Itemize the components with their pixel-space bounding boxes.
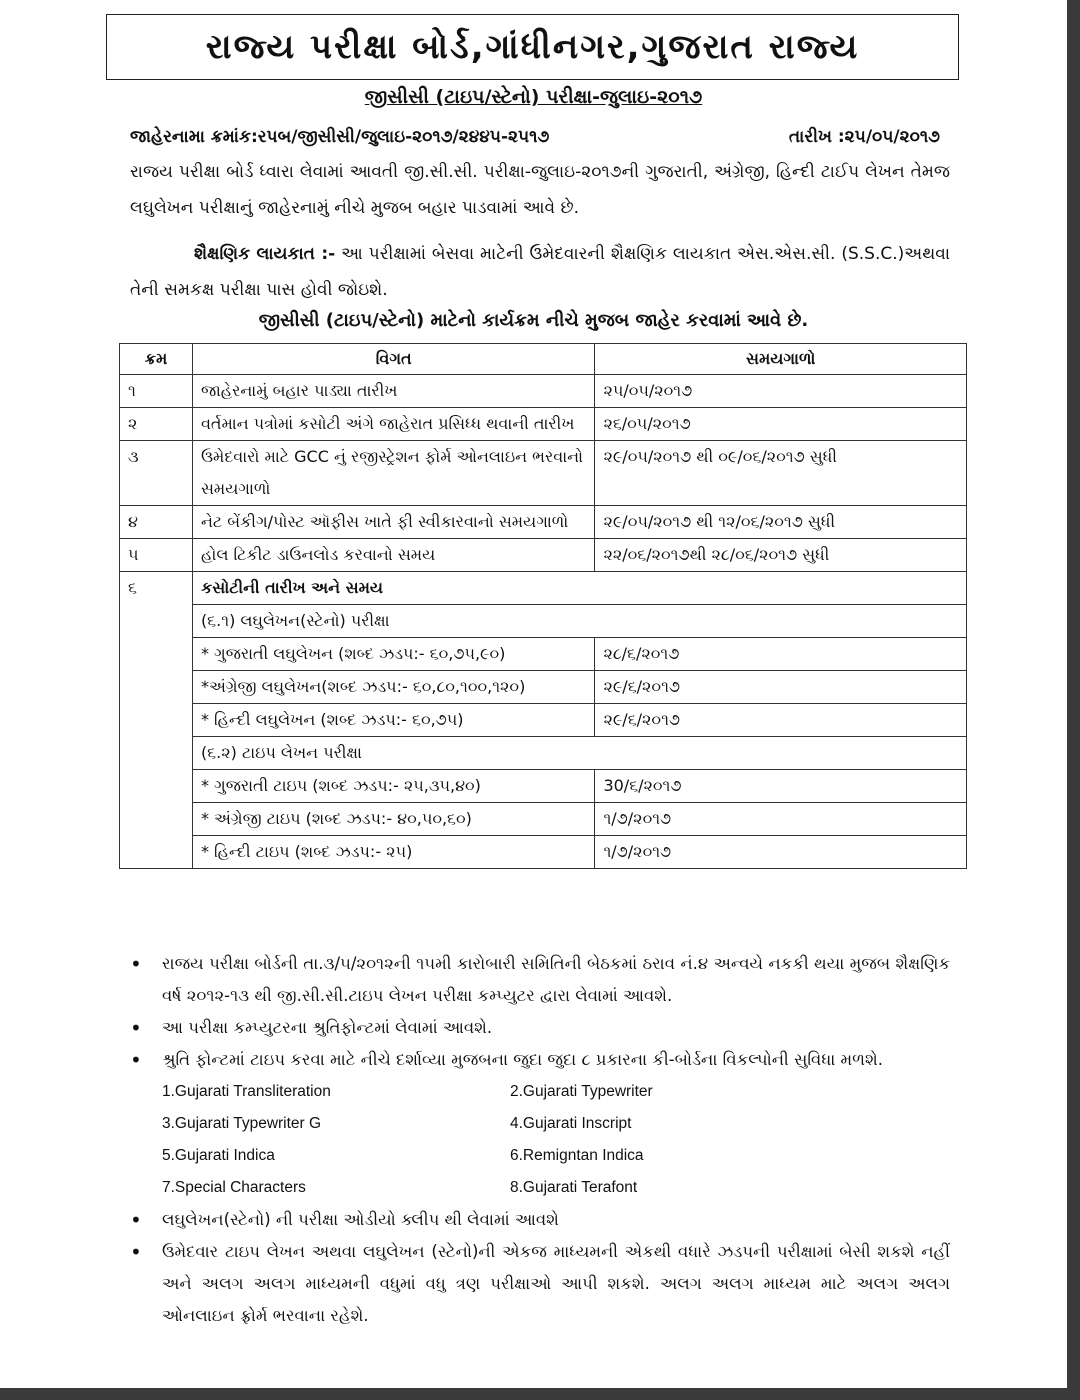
keyboard-option: 5.Gujarati Indica [162, 1147, 275, 1164]
table-header-row [120, 344, 967, 375]
header-detail: વિગત [192, 344, 595, 375]
notes-list [130, 948, 950, 1332]
row-detail: વર્તમાન પત્રોમાં કસોટી અંગે જાહેરાત પ્રસિધ્ધ થવાની તારીખ [192, 408, 595, 441]
table-row [120, 770, 967, 803]
row-period: ૧/૭/૨૦૧૭ [595, 803, 967, 836]
row-period: ૨૮/૬/૨૦૧૭ [595, 638, 967, 671]
row-no: ૪ [120, 506, 193, 539]
table-row [120, 737, 967, 770]
list-item: • શ્રુતિ ફોન્ટમાં ટાઇપ કરવા માટે નીચે દર્શાવ્યા મુજબના જુદા જુદા ૮ પ્રકારના કી-બોર્ડના વિકલ્પોની સુવિધા મળશે. [130, 1044, 950, 1076]
header-no: ક્રમ [120, 344, 193, 375]
row-period: 30/૬/૨૦૧૭ [595, 770, 967, 803]
row-detail: જાહેરનામું બહાર પાડ્યા તારીખ [192, 375, 595, 408]
row-detail: * હિન્દી ટાઇપ (શબ્દ ઝડપ:- ૨૫) [192, 836, 595, 869]
row-period: ૨૯/૬/૨૦૧૭ [595, 671, 967, 704]
row-no: ૫ [120, 539, 193, 572]
row-detail: *અંગ્રેજી લઘુલેખન(શબ્દ ઝડપ:- ૬૦,૮૦,૧૦૦,૧૨૦) [192, 671, 595, 704]
board-title: રાજ્ય પરીક્ષા બોર્ડ,ગાંધીનગર,ગુજરાત રાજ્ય [106, 14, 959, 80]
keyboard-option: 1.Gujarati Transliteration [162, 1083, 331, 1100]
row-detail: * હિન્દી લઘુલેખન (શબ્દ ઝડપ:- ૬૦,૭૫) [192, 704, 595, 737]
table-row [120, 605, 967, 638]
schedule-table [119, 343, 967, 869]
row-period: ૨૫/૦૫/૨૦૧૭ [595, 375, 967, 408]
row-detail: હોલ ટિકીટ ડાઉનલોડ કરવાનો સમય [192, 539, 595, 572]
keyboard-option: 4.Gujarati Inscript [510, 1115, 632, 1132]
table-row [120, 408, 967, 441]
notice-line [130, 127, 940, 147]
table-row [120, 441, 967, 506]
exam-date-title: કસોટીની તારીખ અને સમય [192, 572, 966, 605]
qualification-paragraph [130, 236, 950, 308]
list-item: • આ પરીક્ષા કમ્પ્યુટરના શ્રુતિફોન્ટમાં લેવામાં આવશે. [130, 1012, 950, 1044]
table-row [120, 506, 967, 539]
row-period: ૨૬/૦૫/૨૦૧૭ [595, 408, 967, 441]
row-detail: * ગુજરાતી લઘુલેખન (શબ્દ ઝડપ:- ૬૦,૭૫,૯૦) [192, 638, 595, 671]
row-detail: * ગુજરાતી ટાઇપ (શબ્દ ઝડપ:- ૨૫,૩૫,૪૦) [192, 770, 595, 803]
row-period: ૨૯/૬/૨૦૧૭ [595, 704, 967, 737]
row-period: ૨૯/૦૫/૨૦૧૭ થી ૦૯/૦૬/૨૦૧૭ સુધી [595, 441, 967, 506]
intro-paragraph: રાજય પરીક્ષા બોર્ડ ધ્વારા લેવામાં આવતી જી.સી.સી. પરીક્ષા-જુલાઇ-૨૦૧૭ની ગુજરાતી, અંગ્રેજી, હિન્દી ટાઈપ લેખન તેમજ લઘુલેખન પરીક્ષાનું જાહેરનામું નીચે મુજબ બહાર પાડવામાં આવે છે. [130, 162, 950, 218]
keyboard-option: 2.Gujarati Typewriter [510, 1083, 653, 1100]
qualification-text: આ પરીક્ષામાં બેસવા માટેની ઉમેદવારની શૈક્ષણિક લાયકાત એસ.એસ.સી. (S.S.C.)અથવા તેની સમકક્ષ પરીક્ષા પાસ હોવી જોઇશે. [130, 244, 951, 300]
table-row [120, 704, 967, 737]
keyboard-option: 7.Special Characters [162, 1179, 306, 1196]
row-no: ૩ [120, 441, 193, 506]
exam-subtitle [0, 86, 1067, 108]
notice-number: જાહેરનામા ક્રમાંક:રપબ/જીસીસી/જુલાઇ-૨૦૧૭/૨૪૪૫-૨૫૧૭ [130, 127, 550, 147]
table-row [120, 375, 967, 408]
row-detail: નેટ બેંકીગ/પોસ્ટ ઑફીસ ખાતે ફી સ્વીકારવાનો સમયગાળો [192, 506, 595, 539]
table-row [120, 638, 967, 671]
row-period: ૧/૭/૨૦૧૭ [595, 836, 967, 869]
steno-heading: (૬.૧) લઘુલેખન(સ્ટેનો) પરીક્ષા [192, 605, 966, 638]
table-row [120, 836, 967, 869]
scan-edge-right [1067, 0, 1080, 1400]
keyboard-option: 6.Remigntan Indica [510, 1147, 644, 1164]
header-period: સમયગાળો [595, 344, 967, 375]
table-row [120, 671, 967, 704]
list-item: • ઉમેદવાર ટાઇપ લેખન અથવા લઘુલેખન (સ્ટેનો)ની એકજ માધ્યમની એકથી વધારે ઝડપની પરીક્ષામાં બેસી શકશે નહીં અને અલગ અલગ માધ્યમની વધુમાં વધુ ત્રણ પરીક્ષાઓ આપી શકશે. અલગ અલગ માધ્યમ માટે અલગ અલગ ઓનલાઇન ફ્રોર્મ ભરવાના રહેશે. [130, 1236, 950, 1332]
notice-date: તારીખ :૨૫/૦૫/૨૦૧૭ [788, 127, 940, 147]
row-no: ૧ [120, 375, 193, 408]
row-period: ૨૯/૦૫/૨૦૧૭ થી ૧૨/૦૬/૨૦૧૭ સુધી [595, 506, 967, 539]
table-row [120, 572, 967, 605]
keyboard-options [130, 1076, 950, 1204]
table-row [120, 539, 967, 572]
row-detail: ઉમેદવારો માટે GCC નું રજીસ્ટ્રેશન ફોર્મ ઓનલાઇન ભરવાનો સમયગાળો [192, 441, 595, 506]
row-no: ૬ [120, 572, 193, 869]
scan-edge-bottom [0, 1388, 1080, 1400]
exam-subtitle-text: જીસીસી (ટાઇપ/સ્ટેનો) પરીક્ષા-જુલાઇ-૨૦૧૭ [364, 86, 703, 108]
row-no: ૨ [120, 408, 193, 441]
row-period: ૨૨/૦૬/૨૦૧૭થી ૨૮/૦૬/૨૦૧૭ સુધી [595, 539, 967, 572]
type-heading: (૬.૨) ટાઇપ લેખન પરીક્ષા [192, 737, 966, 770]
schedule-heading: જીસીસી (ટાઇપ/સ્ટેનો) માટેનો કાર્યક્રમ નીચે મુજબ જાહેર કરવામાં આવે છે. [258, 310, 809, 331]
table-row [120, 803, 967, 836]
list-item: • લઘુલેખન(સ્ટેનો) ની પરીક્ષા ઓડીયો ક્લીપ થી લેવામાં આવશે [130, 1204, 950, 1236]
keyboard-option: 8.Gujarati Terafont [510, 1179, 638, 1196]
row-detail: * અંગ્રેજી ટાઇપ (શબ્દ ઝડપ:- ૪૦,૫૦,૬૦) [192, 803, 595, 836]
qualification-label: શૈક્ષણિક લાયકાત :- [194, 244, 336, 264]
list-item: • રાજય પરીક્ષા બોર્ડની તા.૩/૫/૨૦૧૨ની ૧૫મી કારોબારી સમિતિની બેઠકમાં ઠરાવ નં.૪ અન્વયે નકકી થયા મુજબ શૈક્ષણિક વર્ષ ૨૦૧૨-૧૩ થી જી.સી.સી.ટાઇપ લેખન પરીક્ષા કમ્પ્યુટર દ્વારા લેવામાં આવશે. [130, 948, 950, 1012]
keyboard-option: 3.Gujarati Typewriter G [162, 1115, 322, 1132]
